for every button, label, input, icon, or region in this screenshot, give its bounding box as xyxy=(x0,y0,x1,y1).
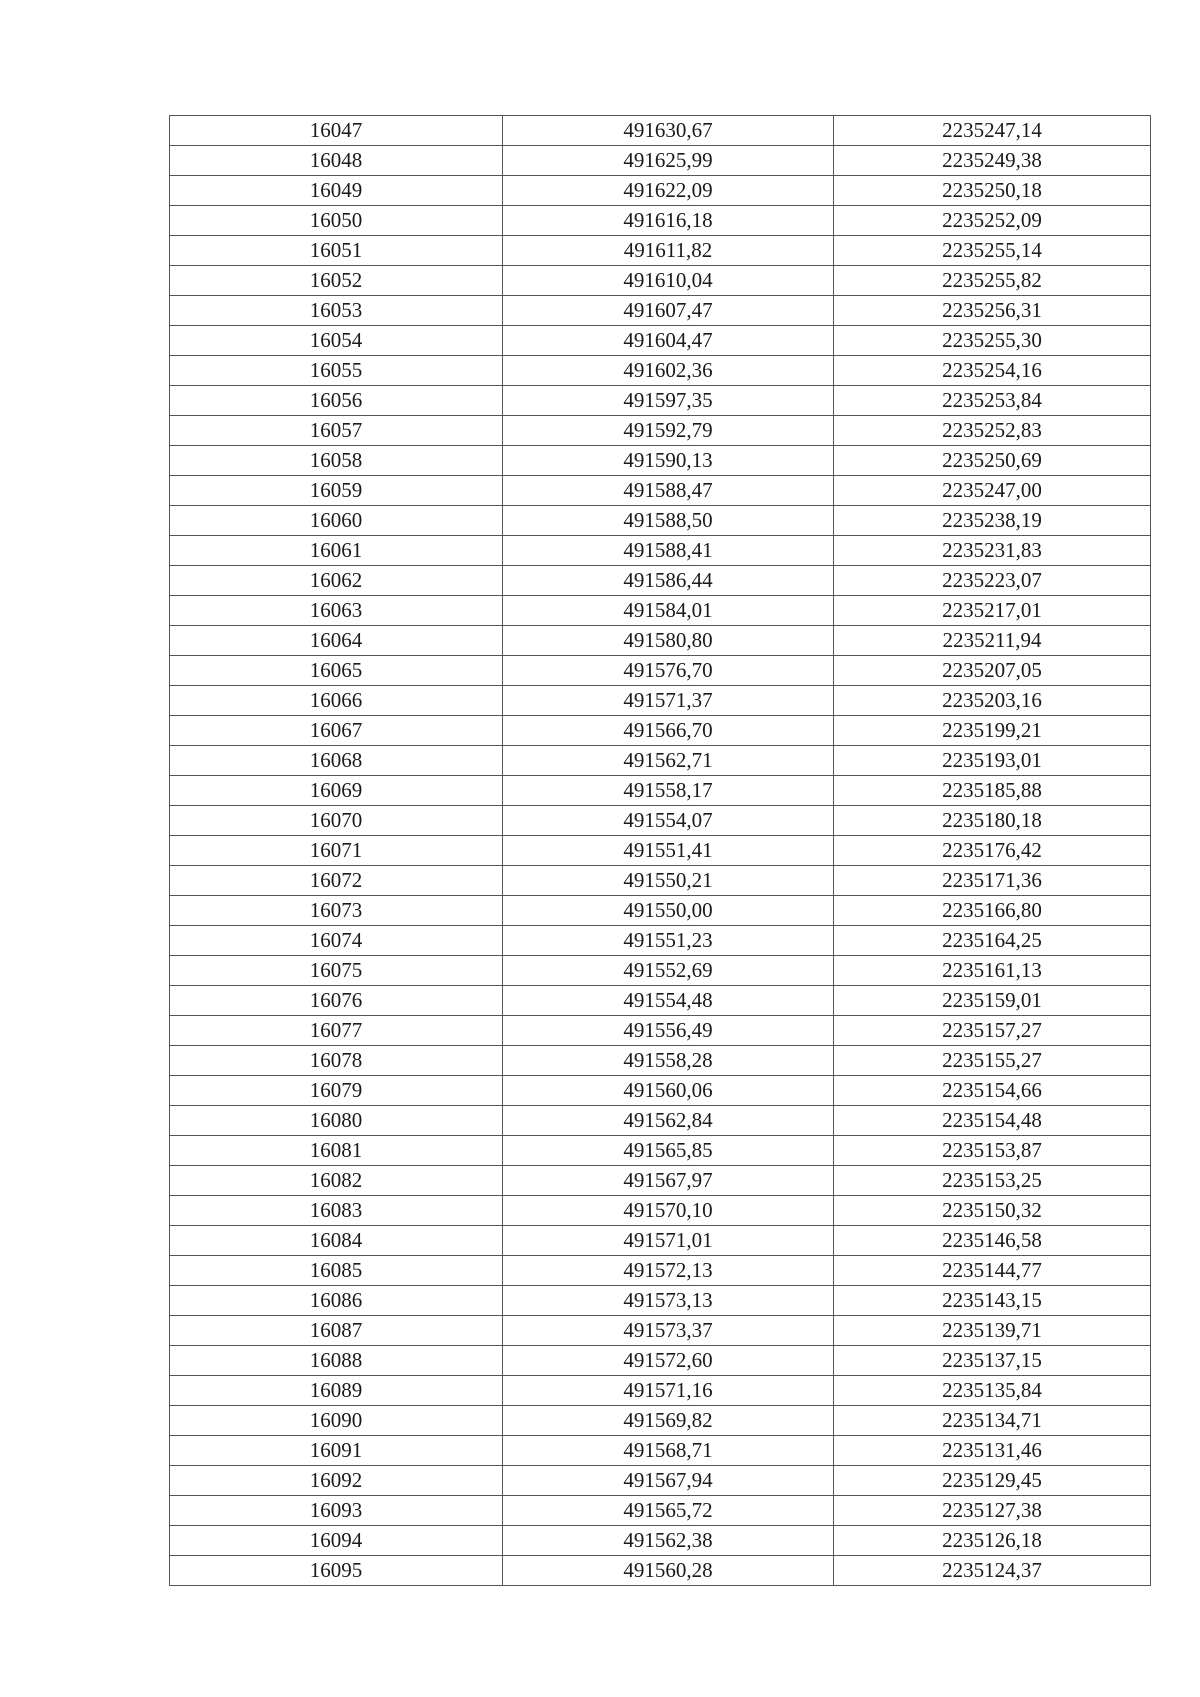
y-coordinate-cell: 2235193,01 xyxy=(834,746,1151,776)
table-row xyxy=(170,776,1151,806)
point-number-cell: 16076 xyxy=(170,986,503,1016)
x-coordinate-cell: 491569,82 xyxy=(503,1406,834,1436)
x-coordinate-cell: 491604,47 xyxy=(503,326,834,356)
y-coordinate-cell: 2235255,82 xyxy=(834,266,1151,296)
y-coordinate-cell: 2235238,19 xyxy=(834,506,1151,536)
table-row xyxy=(170,1226,1151,1256)
table-row xyxy=(170,866,1151,896)
x-coordinate-cell: 491571,37 xyxy=(503,686,834,716)
point-number-cell: 16060 xyxy=(170,506,503,536)
x-coordinate-cell: 491580,80 xyxy=(503,626,834,656)
point-number-cell: 16064 xyxy=(170,626,503,656)
x-coordinate-cell: 491562,71 xyxy=(503,746,834,776)
y-coordinate-cell: 2235134,71 xyxy=(834,1406,1151,1436)
y-coordinate-cell: 2235176,42 xyxy=(834,836,1151,866)
table-row xyxy=(170,596,1151,626)
y-coordinate-cell: 2235146,58 xyxy=(834,1226,1151,1256)
table-row xyxy=(170,416,1151,446)
x-coordinate-cell: 491571,16 xyxy=(503,1376,834,1406)
y-coordinate-cell: 2235129,45 xyxy=(834,1466,1151,1496)
table-row xyxy=(170,656,1151,686)
point-number-cell: 16078 xyxy=(170,1046,503,1076)
point-number-cell: 16077 xyxy=(170,1016,503,1046)
table-row xyxy=(170,896,1151,926)
y-coordinate-cell: 2235231,83 xyxy=(834,536,1151,566)
coordinates-table xyxy=(169,115,1151,1586)
table-row xyxy=(170,356,1151,386)
table-row xyxy=(170,626,1151,656)
table-row xyxy=(170,1256,1151,1286)
table-row xyxy=(170,1046,1151,1076)
x-coordinate-cell: 491576,70 xyxy=(503,656,834,686)
table-row xyxy=(170,1376,1151,1406)
table-row xyxy=(170,1166,1151,1196)
table-row xyxy=(170,1406,1151,1436)
y-coordinate-cell: 2235159,01 xyxy=(834,986,1151,1016)
point-number-cell: 16066 xyxy=(170,686,503,716)
point-number-cell: 16085 xyxy=(170,1256,503,1286)
y-coordinate-cell: 2235155,27 xyxy=(834,1046,1151,1076)
x-coordinate-cell: 491562,84 xyxy=(503,1106,834,1136)
x-coordinate-cell: 491572,13 xyxy=(503,1256,834,1286)
point-number-cell: 16068 xyxy=(170,746,503,776)
table-row xyxy=(170,1136,1151,1166)
table-row xyxy=(170,1436,1151,1466)
table-row xyxy=(170,1346,1151,1376)
x-coordinate-cell: 491622,09 xyxy=(503,176,834,206)
y-coordinate-cell: 2235211,94 xyxy=(834,626,1151,656)
y-coordinate-cell: 2235185,88 xyxy=(834,776,1151,806)
x-coordinate-cell: 491590,13 xyxy=(503,446,834,476)
y-coordinate-cell: 2235154,66 xyxy=(834,1076,1151,1106)
table-row xyxy=(170,296,1151,326)
table-row xyxy=(170,806,1151,836)
table-row xyxy=(170,206,1151,236)
y-coordinate-cell: 2235255,14 xyxy=(834,236,1151,266)
point-number-cell: 16061 xyxy=(170,536,503,566)
point-number-cell: 16094 xyxy=(170,1526,503,1556)
x-coordinate-cell: 491558,28 xyxy=(503,1046,834,1076)
y-coordinate-cell: 2235255,30 xyxy=(834,326,1151,356)
x-coordinate-cell: 491551,23 xyxy=(503,926,834,956)
point-number-cell: 16089 xyxy=(170,1376,503,1406)
x-coordinate-cell: 491607,47 xyxy=(503,296,834,326)
y-coordinate-cell: 2235153,87 xyxy=(834,1136,1151,1166)
x-coordinate-cell: 491565,85 xyxy=(503,1136,834,1166)
y-coordinate-cell: 2235166,80 xyxy=(834,896,1151,926)
table-row xyxy=(170,716,1151,746)
table-row xyxy=(170,536,1151,566)
x-coordinate-cell: 491588,50 xyxy=(503,506,834,536)
x-coordinate-cell: 491573,13 xyxy=(503,1286,834,1316)
x-coordinate-cell: 491602,36 xyxy=(503,356,834,386)
x-coordinate-cell: 491554,07 xyxy=(503,806,834,836)
point-number-cell: 16069 xyxy=(170,776,503,806)
point-number-cell: 16072 xyxy=(170,866,503,896)
y-coordinate-cell: 2235126,18 xyxy=(834,1526,1151,1556)
x-coordinate-cell: 491597,35 xyxy=(503,386,834,416)
y-coordinate-cell: 2235164,25 xyxy=(834,926,1151,956)
x-coordinate-cell: 491565,72 xyxy=(503,1496,834,1526)
point-number-cell: 16071 xyxy=(170,836,503,866)
table-row xyxy=(170,386,1151,416)
y-coordinate-cell: 2235250,69 xyxy=(834,446,1151,476)
y-coordinate-cell: 2235154,48 xyxy=(834,1106,1151,1136)
table-row xyxy=(170,1016,1151,1046)
y-coordinate-cell: 2235180,18 xyxy=(834,806,1151,836)
table-row xyxy=(170,566,1151,596)
table-row xyxy=(170,1496,1151,1526)
y-coordinate-cell: 2235207,05 xyxy=(834,656,1151,686)
point-number-cell: 16054 xyxy=(170,326,503,356)
y-coordinate-cell: 2235143,15 xyxy=(834,1286,1151,1316)
y-coordinate-cell: 2235223,07 xyxy=(834,566,1151,596)
x-coordinate-cell: 491558,17 xyxy=(503,776,834,806)
table-row xyxy=(170,956,1151,986)
y-coordinate-cell: 2235131,46 xyxy=(834,1436,1151,1466)
table-row xyxy=(170,326,1151,356)
x-coordinate-cell: 491571,01 xyxy=(503,1226,834,1256)
y-coordinate-cell: 2235249,38 xyxy=(834,146,1151,176)
x-coordinate-cell: 491572,60 xyxy=(503,1346,834,1376)
y-coordinate-cell: 2235250,18 xyxy=(834,176,1151,206)
table-row xyxy=(170,1556,1151,1586)
table-row xyxy=(170,1076,1151,1106)
y-coordinate-cell: 2235171,36 xyxy=(834,866,1151,896)
table-row xyxy=(170,986,1151,1016)
y-coordinate-cell: 2235254,16 xyxy=(834,356,1151,386)
x-coordinate-cell: 491566,70 xyxy=(503,716,834,746)
x-coordinate-cell: 491588,47 xyxy=(503,476,834,506)
y-coordinate-cell: 2235127,38 xyxy=(834,1496,1151,1526)
y-coordinate-cell: 2235137,15 xyxy=(834,1346,1151,1376)
point-number-cell: 16084 xyxy=(170,1226,503,1256)
point-number-cell: 16079 xyxy=(170,1076,503,1106)
point-number-cell: 16059 xyxy=(170,476,503,506)
coordinates-table-body xyxy=(170,116,1151,1586)
table-row xyxy=(170,266,1151,296)
x-coordinate-cell: 491554,48 xyxy=(503,986,834,1016)
point-number-cell: 16048 xyxy=(170,146,503,176)
point-number-cell: 16051 xyxy=(170,236,503,266)
point-number-cell: 16065 xyxy=(170,656,503,686)
y-coordinate-cell: 2235135,84 xyxy=(834,1376,1151,1406)
y-coordinate-cell: 2235144,77 xyxy=(834,1256,1151,1286)
x-coordinate-cell: 491611,82 xyxy=(503,236,834,266)
x-coordinate-cell: 491610,04 xyxy=(503,266,834,296)
x-coordinate-cell: 491567,94 xyxy=(503,1466,834,1496)
table-row xyxy=(170,836,1151,866)
point-number-cell: 16083 xyxy=(170,1196,503,1226)
point-number-cell: 16087 xyxy=(170,1316,503,1346)
y-coordinate-cell: 2235256,31 xyxy=(834,296,1151,326)
point-number-cell: 16047 xyxy=(170,116,503,146)
table-row xyxy=(170,446,1151,476)
x-coordinate-cell: 491550,00 xyxy=(503,896,834,926)
point-number-cell: 16075 xyxy=(170,956,503,986)
point-number-cell: 16056 xyxy=(170,386,503,416)
y-coordinate-cell: 2235161,13 xyxy=(834,956,1151,986)
point-number-cell: 16088 xyxy=(170,1346,503,1376)
table-row xyxy=(170,1196,1151,1226)
table-row xyxy=(170,116,1151,146)
x-coordinate-cell: 491630,67 xyxy=(503,116,834,146)
point-number-cell: 16058 xyxy=(170,446,503,476)
y-coordinate-cell: 2235153,25 xyxy=(834,1166,1151,1196)
point-number-cell: 16067 xyxy=(170,716,503,746)
y-coordinate-cell: 2235252,83 xyxy=(834,416,1151,446)
y-coordinate-cell: 2235199,21 xyxy=(834,716,1151,746)
table-row xyxy=(170,746,1151,776)
x-coordinate-cell: 491592,79 xyxy=(503,416,834,446)
y-coordinate-cell: 2235203,16 xyxy=(834,686,1151,716)
point-number-cell: 16095 xyxy=(170,1556,503,1586)
point-number-cell: 16063 xyxy=(170,596,503,626)
x-coordinate-cell: 491570,10 xyxy=(503,1196,834,1226)
table-row xyxy=(170,236,1151,266)
x-coordinate-cell: 491551,41 xyxy=(503,836,834,866)
x-coordinate-cell: 491567,97 xyxy=(503,1166,834,1196)
table-row xyxy=(170,1316,1151,1346)
y-coordinate-cell: 2235247,14 xyxy=(834,116,1151,146)
table-row xyxy=(170,1106,1151,1136)
table-row xyxy=(170,1286,1151,1316)
y-coordinate-cell: 2235247,00 xyxy=(834,476,1151,506)
y-coordinate-cell: 2235124,37 xyxy=(834,1556,1151,1586)
point-number-cell: 16070 xyxy=(170,806,503,836)
x-coordinate-cell: 491550,21 xyxy=(503,866,834,896)
point-number-cell: 16082 xyxy=(170,1166,503,1196)
table-row xyxy=(170,476,1151,506)
point-number-cell: 16090 xyxy=(170,1406,503,1436)
table-row xyxy=(170,176,1151,206)
table-row xyxy=(170,1466,1151,1496)
x-coordinate-cell: 491560,28 xyxy=(503,1556,834,1586)
point-number-cell: 16093 xyxy=(170,1496,503,1526)
x-coordinate-cell: 491562,38 xyxy=(503,1526,834,1556)
point-number-cell: 16053 xyxy=(170,296,503,326)
table-row xyxy=(170,506,1151,536)
point-number-cell: 16080 xyxy=(170,1106,503,1136)
point-number-cell: 16049 xyxy=(170,176,503,206)
y-coordinate-cell: 2235217,01 xyxy=(834,596,1151,626)
y-coordinate-cell: 2235139,71 xyxy=(834,1316,1151,1346)
x-coordinate-cell: 491560,06 xyxy=(503,1076,834,1106)
x-coordinate-cell: 491586,44 xyxy=(503,566,834,596)
table-row xyxy=(170,146,1151,176)
x-coordinate-cell: 491568,71 xyxy=(503,1436,834,1466)
point-number-cell: 16057 xyxy=(170,416,503,446)
y-coordinate-cell: 2235150,32 xyxy=(834,1196,1151,1226)
table-row xyxy=(170,686,1151,716)
x-coordinate-cell: 491584,01 xyxy=(503,596,834,626)
point-number-cell: 16081 xyxy=(170,1136,503,1166)
point-number-cell: 16086 xyxy=(170,1286,503,1316)
x-coordinate-cell: 491556,49 xyxy=(503,1016,834,1046)
point-number-cell: 16091 xyxy=(170,1436,503,1466)
point-number-cell: 16062 xyxy=(170,566,503,596)
table-row xyxy=(170,1526,1151,1556)
x-coordinate-cell: 491616,18 xyxy=(503,206,834,236)
point-number-cell: 16073 xyxy=(170,896,503,926)
point-number-cell: 16092 xyxy=(170,1466,503,1496)
point-number-cell: 16052 xyxy=(170,266,503,296)
table-row xyxy=(170,926,1151,956)
point-number-cell: 16055 xyxy=(170,356,503,386)
x-coordinate-cell: 491552,69 xyxy=(503,956,834,986)
x-coordinate-cell: 491625,99 xyxy=(503,146,834,176)
point-number-cell: 16074 xyxy=(170,926,503,956)
y-coordinate-cell: 2235157,27 xyxy=(834,1016,1151,1046)
y-coordinate-cell: 2235252,09 xyxy=(834,206,1151,236)
x-coordinate-cell: 491588,41 xyxy=(503,536,834,566)
x-coordinate-cell: 491573,37 xyxy=(503,1316,834,1346)
y-coordinate-cell: 2235253,84 xyxy=(834,386,1151,416)
point-number-cell: 16050 xyxy=(170,206,503,236)
